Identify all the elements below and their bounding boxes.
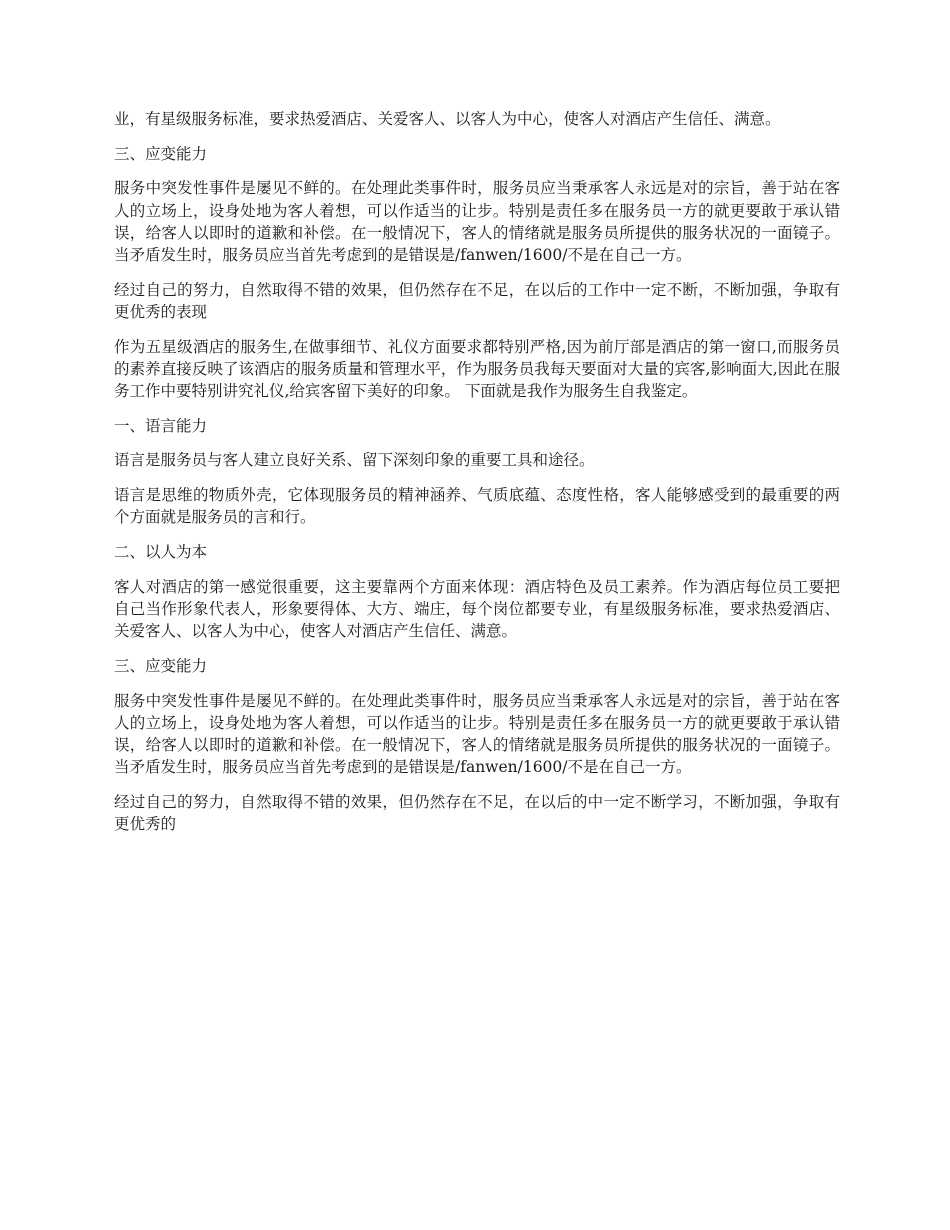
paragraph: 语言是思维的物质外壳，它体现服务员的精神涵养、气质底蕴、态度性格，客人能够感受到的最重要的两个方面就是服务员的言和行。 [114, 486, 840, 527]
paragraph: 经过自己的努力，自然取得不错的效果，但仍然存在不足，在以后的工作中一定不断，不断加强，争取有更优秀的表现 [114, 280, 840, 321]
paragraph: 经过自己的努力，自然取得不错的效果，但仍然存在不足，在以后的中一定不断学习，不断加强，争取有更优秀的 [114, 792, 840, 834]
document-body [114, 108, 840, 848]
section-heading: 一、语言能力 [114, 416, 208, 435]
section-heading: 三、应变能力 [114, 144, 208, 163]
section-heading: 二、以人为本 [114, 543, 208, 562]
paragraph: 语言是服务员与客人建立良好关系、留下深刻印象的重要工具和途径。 [114, 451, 595, 470]
paragraph: 服务中突发性事件是屡见不鲜的。在处理此类事件时，服务员应当秉承客人永远是对的宗旨，善于站在客人的立场上，设身处地为客人着想，可以作适当的让步。特别是责任多在服务员一方的就更要敢于承认错误，给客人以即时的道歉和补偿。在一般情况下，客人的情绪就是服务员所提供的服务状况的一面镜子。当矛盾发生时，服务员应当首先考虑到的是错误是/fanwen/1600/不是在自己一方。 [114, 179, 840, 265]
paragraph: 客人对酒店的第一感觉很重要，这主要靠两个方面来体现：酒店特色及员工素养。作为酒店每位员工要把自己当作形象代表人，形象要得体、大方、端庄，每个岗位都要专业，有星级服务标准，要求热爱酒店、关爱客人、以客人为中心，使客人对酒店产生信任、满意。 [114, 577, 840, 641]
section-heading: 三、应变能力 [114, 656, 208, 675]
paragraph: 服务中突发性事件是屡见不鲜的。在处理此类事件时，服务员应当秉承客人永远是对的宗旨，善于站在客人的立场上，设身处地为客人着想，可以作适当的让步。特别是责任多在服务员一方的就更要敢于承认错误，给客人以即时的道歉和补偿。在一般情况下，客人的情绪就是服务员所提供的服务状况的一面镜子。当矛盾发生时，服务员应当首先考虑到的是错误是/fanwen/1600/不是在自己一方。 [114, 691, 840, 777]
paragraph: 作为五星级酒店的服务生,在做事细节、礼仪方面要求都特别严格,因为前厅部是酒店的第一窗口,而服务员的素养直接反映了该酒店的服务质量和管理水平，作为服务员我每天要面对大量的宾客,影响面大,因此在服务工作中要特别讲究礼仪,给宾客留下美好的印象。 下面就是我作为服务生自我鉴定。 [114, 337, 840, 401]
paragraph: 业，有星级服务标准，要求热爱酒店、关爱客人、以客人为中心，使客人对酒店产生信任、满意。 [114, 110, 781, 128]
